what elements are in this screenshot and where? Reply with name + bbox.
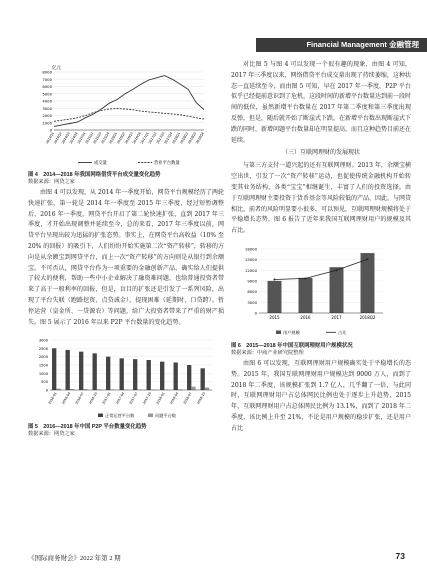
figure-4-xtick: 2017Q2 bbox=[147, 131, 158, 145]
right-paragraph-3: 由图 6 可以发现，互联网理财用户规模确实处于平稳增长的态势。2015 年，我国互联网理财用户规模达到 9000 万人，而到了 2018 年二季度，该规模扩张到 1.7 亿人，几乎翻了一倍，与此同时，互联网理财用户占总体网民比例也处于逐步上升趋势，2015 年，互联网理财用户占总体网民比例为 13.1%，而到了 2018 年二季度，该比例上升至 21%，不论是用户规模的稳步扩张，还是用户占比 bbox=[231, 359, 411, 432]
figure-5-bar bbox=[52, 349, 56, 391]
figure-5-ytick: 3000 bbox=[38, 338, 48, 343]
figure-5-bar bbox=[191, 387, 195, 390]
figure-5-legend-label: 问题平台数 bbox=[155, 413, 176, 419]
figure-4-ylabel: 亿元 bbox=[52, 66, 61, 71]
figure-5-bar bbox=[201, 369, 205, 391]
figure-5-legend-swatch bbox=[148, 414, 153, 418]
right-column bbox=[231, 60, 411, 435]
figure-5-xtick: 2018-07 bbox=[182, 391, 193, 406]
section-heading: （三）互联网理财的发展现状 bbox=[281, 150, 360, 157]
figure-6-caption: 图 6 2015—2018 年中国互联网理财用户规模状况 bbox=[231, 342, 353, 349]
figure-4-xtick: 2015Q1 bbox=[76, 131, 87, 145]
figure-4-xtick: 2016Q4 bbox=[131, 131, 142, 145]
figure-4-xtick: 2018Q1 bbox=[171, 131, 182, 145]
figure-6-legend-label: 占比 bbox=[338, 329, 347, 335]
figure-5-xtick: 2018-01 bbox=[155, 391, 166, 406]
figure-6-series-line bbox=[275, 259, 368, 279]
figure-4-chart bbox=[28, 60, 224, 168]
figure-5-bar bbox=[106, 357, 110, 390]
figure-6-point bbox=[336, 269, 338, 271]
figure-5-xtick: 2016-04 bbox=[60, 391, 72, 406]
figure-4-xtick: 2014Q3 bbox=[60, 131, 71, 145]
figure-5-legend-swatch bbox=[98, 414, 103, 418]
figure-6-bar bbox=[268, 281, 282, 313]
figure-4-ytick: 8000 bbox=[42, 69, 52, 75]
figure-4-source: 数据来源：网贷之家 bbox=[28, 179, 75, 185]
figure-5-xtick: 2018-10 bbox=[195, 391, 207, 406]
figure-4-xtick: 2018Q2 bbox=[179, 131, 190, 145]
figure-5-xtick: 2017-01 bbox=[101, 391, 112, 406]
figure-4-xtick: 2015Q3 bbox=[92, 131, 103, 145]
right-paragraph-1: 对比图 5 与图 4 可以发现一个很有趣的现象，由图 4 可知，2017 年三季度以来，网络借贷平台成交量出现了持续萎缩，这种状态一直延续至今，而由图 5 可知，早在 2017 年一季度，P2P 平台似乎已经提前意识到了危机，这段时间的新增平台数量达到前一段时间的低位，虽然新增平台数量在 2017 年第二季度和第三季度出现反弹，但是，随后就开始了断崖式下跌。在新增平台数出现断崖式下跌的同时，新增问题平台数量却在明显提高，而且这种趋势目前还在延续。 bbox=[231, 61, 412, 144]
figure-4-ytick: 3000 bbox=[42, 105, 52, 111]
figure-6-ytick: 18000 bbox=[244, 246, 257, 252]
figure-5-caption: 图 5 2016—2018 年中国 P2P 平台数量变化趋势 bbox=[28, 424, 147, 431]
figure-5-legend-label: 正常运营平台数 bbox=[105, 413, 135, 419]
figure-5-xtick: 2016-07 bbox=[74, 391, 85, 406]
figure-5 bbox=[28, 334, 224, 424]
figure-6-point bbox=[305, 277, 307, 279]
figure-4 bbox=[28, 60, 224, 172]
figure-4-ytick: 1000 bbox=[42, 120, 52, 126]
figure-5-ytick: 1500 bbox=[38, 363, 48, 368]
figure-5-xtick: 2017-10 bbox=[141, 391, 153, 406]
figure-4-ytick: 7000 bbox=[42, 76, 52, 82]
figure-5-bar bbox=[133, 360, 137, 391]
figure-4-ytick: 0 bbox=[49, 127, 52, 133]
figure-5-xtick: 2016-10 bbox=[87, 391, 99, 406]
figure-4-xtick: 2018Q4 bbox=[195, 131, 205, 145]
figure-5-bar bbox=[187, 365, 191, 390]
header-bar bbox=[256, 38, 427, 52]
left-column bbox=[28, 60, 224, 438]
figure-5-bar bbox=[205, 388, 209, 391]
figure-6-xtick: 2017 bbox=[331, 314, 342, 320]
header-title: Financial Management 金融管理 bbox=[306, 40, 419, 49]
figure-6-chart bbox=[231, 241, 411, 339]
figure-4-xtick: 2014Q1 bbox=[45, 131, 55, 145]
figure-4-ytick: 6000 bbox=[42, 84, 52, 89]
figure-5-bar bbox=[174, 363, 178, 391]
figure-5-bar bbox=[160, 362, 164, 390]
footer-journal: 《国际商务财会》2022 年第 2 期 bbox=[28, 555, 121, 562]
figure-4-xtick: 2016Q1 bbox=[108, 131, 119, 145]
figure-6-legend-label: 用户规模 bbox=[283, 329, 300, 335]
figure-5-bar bbox=[66, 350, 70, 390]
figure-5-ytick: 0 bbox=[45, 388, 48, 393]
figure-4-xtick: 2018Q3 bbox=[187, 131, 197, 145]
figure-4-xtick: 2016Q3 bbox=[124, 131, 134, 145]
figure-4-ytick: 2000 bbox=[42, 113, 52, 118]
figure-4-ytick: 5000 bbox=[42, 91, 52, 97]
figure-6-ytick: 0 bbox=[254, 310, 257, 316]
figure-5-bar bbox=[120, 359, 124, 391]
figure-4-xtick: 2014Q4 bbox=[68, 131, 79, 145]
figure-5-xtick: 2017-04 bbox=[114, 391, 126, 406]
figure-6-ytick: 9000 bbox=[247, 278, 257, 284]
figure-5-bar bbox=[147, 360, 151, 390]
figure-5-bar bbox=[79, 352, 83, 390]
page-number: 73 bbox=[395, 551, 405, 561]
figure-5-ytick: 1000 bbox=[38, 372, 48, 377]
figure-6-legend-swatch bbox=[276, 330, 281, 334]
figure-5-xtick: 2016-01 bbox=[47, 391, 58, 406]
figure-4-series-line bbox=[54, 109, 204, 122]
right-paragraph-2: 与第三方支付一道兴起的还有互联网理财。2013 年，余额宝横空出世，引发了一次“资产转移”运动，也促使传统金融机构开始转变其业务结构，各类“宝宝”相继诞生，丰富了人们的投资选择。由于互联网理财主要投资于货币基金等风险较低的产品，因此，与网贷相比，前者的风险明显要小很多，可以预见，互联网理财规模将处于平稳增长态势。图 6 报告了近年来我国互联网理财用户的规模及其占比。 bbox=[231, 162, 412, 235]
figure-6-ytick: 15000 bbox=[244, 257, 257, 263]
figure-6-bar bbox=[330, 267, 344, 313]
figure-6-point bbox=[367, 258, 369, 260]
figure-6-ytick: 3000 bbox=[247, 299, 257, 305]
figure-5-source: 数据来源：网贷之家 bbox=[28, 431, 75, 438]
figure-6-ytick: 12000 bbox=[244, 267, 257, 273]
figure-4-xtick: 2016Q2 bbox=[116, 131, 126, 145]
figure-6-bar bbox=[299, 278, 313, 313]
figure-6-bar bbox=[361, 253, 375, 313]
figure-4-xtick: 2015Q2 bbox=[84, 131, 95, 145]
figure-5-ytick: 500 bbox=[41, 380, 48, 385]
figure-6-source: 数据来源：中商产业研究院整理 bbox=[231, 349, 304, 356]
figure-6-point bbox=[274, 278, 276, 280]
figure-5-ytick: 2000 bbox=[38, 355, 48, 360]
figure-4-xtick: 2015Q4 bbox=[100, 131, 111, 145]
figure-4-ytick: 4000 bbox=[42, 98, 52, 104]
figure-4-xtick: 2017Q3 bbox=[155, 131, 166, 145]
figure-5-xtick: 2018-04 bbox=[168, 391, 180, 406]
figure-4-xtick: 2017Q1 bbox=[139, 131, 150, 145]
figure-6 bbox=[231, 241, 411, 343]
figure-6-xtick: 2015 bbox=[269, 314, 280, 320]
figure-6-ytick: 6000 bbox=[247, 289, 257, 295]
figure-5-ytick: 2500 bbox=[38, 347, 48, 352]
left-paragraph-1: 由图 4 可以发现，从 2014 年一季度开始，网贷平台规模经历了两轮快速扩张，第一轮是 2014 年一季度至 2015 年三季度，经过短暂调整后，2016 年一季度，网贷平台开启了第二轮快速扩张，直到 2017 年三季度，才开始出现调整并延续至今，总的来看，2017 年三季度以前，网贷平台呈现出较为迅猛的扩张态势。事实上，在网贷平台高收益（10% 至 20% 的回报）的吸引下，人们纷纷开始实施第二次“资产转移”，转移的方向是从余额宝到网贷平台，而上一次“资产转移”的方向则是从银行到余额宝。不可否认，网贷平台作为一项重要的金融创新产品，确实给人们提供了较大的便利，帮助一些中小企业解决了融资难问题，也给普通投资者带来了高于一般利率的回报，但是，盲目的扩张还是引发了一系列风险，出现了平台失联（跑路挖资、点贷诚金），提现困难（延期时、口贷跨）。暂停运营（皇金所、一贷源农）等问题，给广大投资者带来了严重的财产损失。图 5 展示了 2016 年以来 P2P 平台数量的变化趋势。 bbox=[28, 189, 224, 326]
figure-4-legend-label: 成交量 bbox=[94, 161, 107, 166]
figure-4-legend-label: 营业平台数量 bbox=[154, 161, 180, 166]
figure-4-xtick: 2014Q2 bbox=[52, 131, 63, 145]
figure-4-xtick: 2017Q4 bbox=[163, 131, 174, 145]
figure-6-xtick: 2018Q2 bbox=[359, 314, 376, 320]
figure-5-chart bbox=[28, 334, 224, 420]
figure-5-bar bbox=[93, 354, 97, 391]
figure-4-caption: 图 4 2014—2018 年我国网络借贷平台成交量变化趋势 bbox=[28, 172, 161, 178]
figure-5-xtick: 2017-07 bbox=[128, 391, 139, 406]
figure-6-xtick: 2016 bbox=[300, 314, 311, 320]
